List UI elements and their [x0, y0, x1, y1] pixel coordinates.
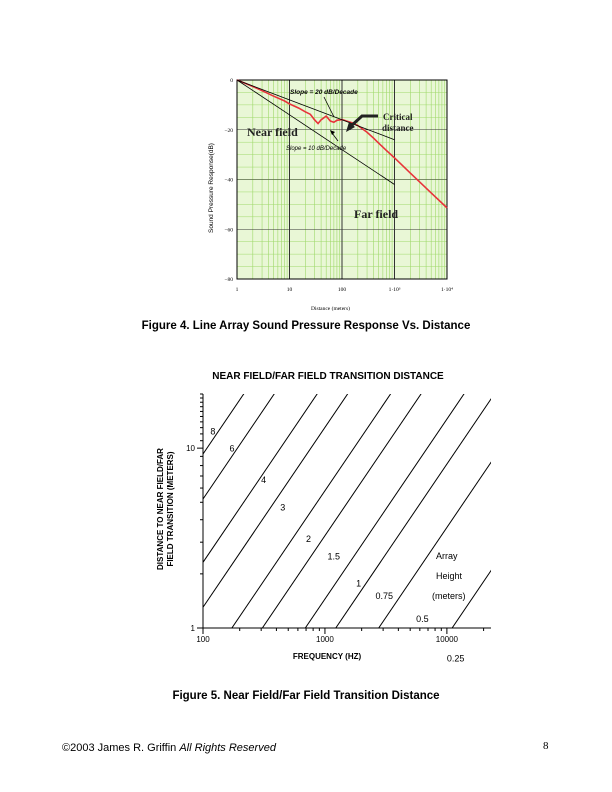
figure-5-legend-title-line1: Array [436, 551, 458, 561]
figure-4-y-tick-label: −40 [224, 177, 233, 184]
figure-5-curve-line [139, 279, 542, 792]
figure-5-curve-label: 0.25 [446, 653, 465, 664]
figure-5-curve-label: 4 [261, 475, 267, 486]
figure-4-x-tick-label: 1·10⁴ [441, 287, 453, 293]
figure-5-curve-label: 2 [306, 534, 312, 545]
footer-copyright [62, 742, 276, 754]
figure-5-chart [148, 362, 498, 674]
figure-5-x-tick-label: 100 [196, 635, 210, 644]
figure-4-y-tick-label: 0 [230, 78, 233, 84]
figure-5-legend-title-line3: (meters) [432, 591, 466, 601]
figure-4-y-axis-label: Sound Pressure Response(dB) [208, 143, 215, 233]
figure-5-curve-label: 1 [356, 578, 362, 589]
page-number: 8 [543, 740, 549, 752]
figure-5-curve-label: 3 [280, 502, 286, 513]
figure-4-caption: Figure 4. Line Array Sound Pressure Response Vs. Distance [141, 320, 471, 332]
figure-5-x-tick-label: 1000 [316, 635, 334, 644]
figure-4-near-field-label: Near field [247, 125, 298, 139]
figure-5-curve-line [139, 324, 542, 792]
figure-4-x-tick-label: 1·10³ [388, 287, 401, 293]
figure-5-curve-label: 8 [210, 426, 216, 437]
figure-5-curve-label: 0.5 [416, 613, 429, 624]
figure-4-x-tick-label: 1 [235, 287, 239, 293]
figure-5-curve-label: 0.75 [375, 590, 394, 601]
figure-4-slope10-label: Slope = 10 dB/Decade [286, 146, 347, 152]
figure-5-y-axis-label-line1: DISTANCE TO NEAR FIELD/FAR [156, 448, 165, 570]
figure-4-x-tick-label: 100 [337, 287, 347, 293]
figure-5-curve-label: 6 [229, 443, 235, 454]
figure-5-x-axis-label: FREQUENCY (HZ) [292, 652, 362, 661]
figure-4-x-axis-label: Distance (meters) [311, 306, 350, 312]
figure-4-y-tick-label: −20 [224, 127, 233, 134]
figure-5-x-tick-label: 10000 [435, 635, 459, 644]
figure-4-y-tick-label: −80 [224, 277, 233, 283]
figure-5-caption: Figure 5. Near Field/Far Field Transition Distance [172, 690, 440, 702]
figure-5-title: NEAR FIELD/FAR FIELD TRANSITION DISTANCE [212, 371, 444, 382]
figure-4-critical-label-line2: distance [382, 123, 414, 133]
figure-4-x-tick-label: 10 [286, 287, 293, 293]
figure-4-slope20-label: Slope = 20 dB/Decade [290, 89, 358, 96]
footer-copyright-text: ©2003 James R. Griffin [62, 742, 177, 754]
figure-5-y-tick-label: 10 [186, 444, 195, 454]
figure-4-chart [200, 70, 453, 318]
figure-5-y-axis-label-line2: FIELD TRANSITION (METERS) [166, 451, 175, 567]
figure-4-critical-label-line1: Critical [383, 112, 413, 122]
figure-5-legend-title-line2: Height [436, 571, 463, 581]
figure-4-far-field-label: Far field [354, 207, 399, 221]
figure-5-curve-label: 1.5 [327, 551, 341, 562]
figure-5-y-tick-label: 1 [190, 624, 195, 633]
footer-rights-text: All Rights Reserved [179, 742, 276, 754]
figure-4-y-tick-label: −60 [224, 227, 233, 234]
